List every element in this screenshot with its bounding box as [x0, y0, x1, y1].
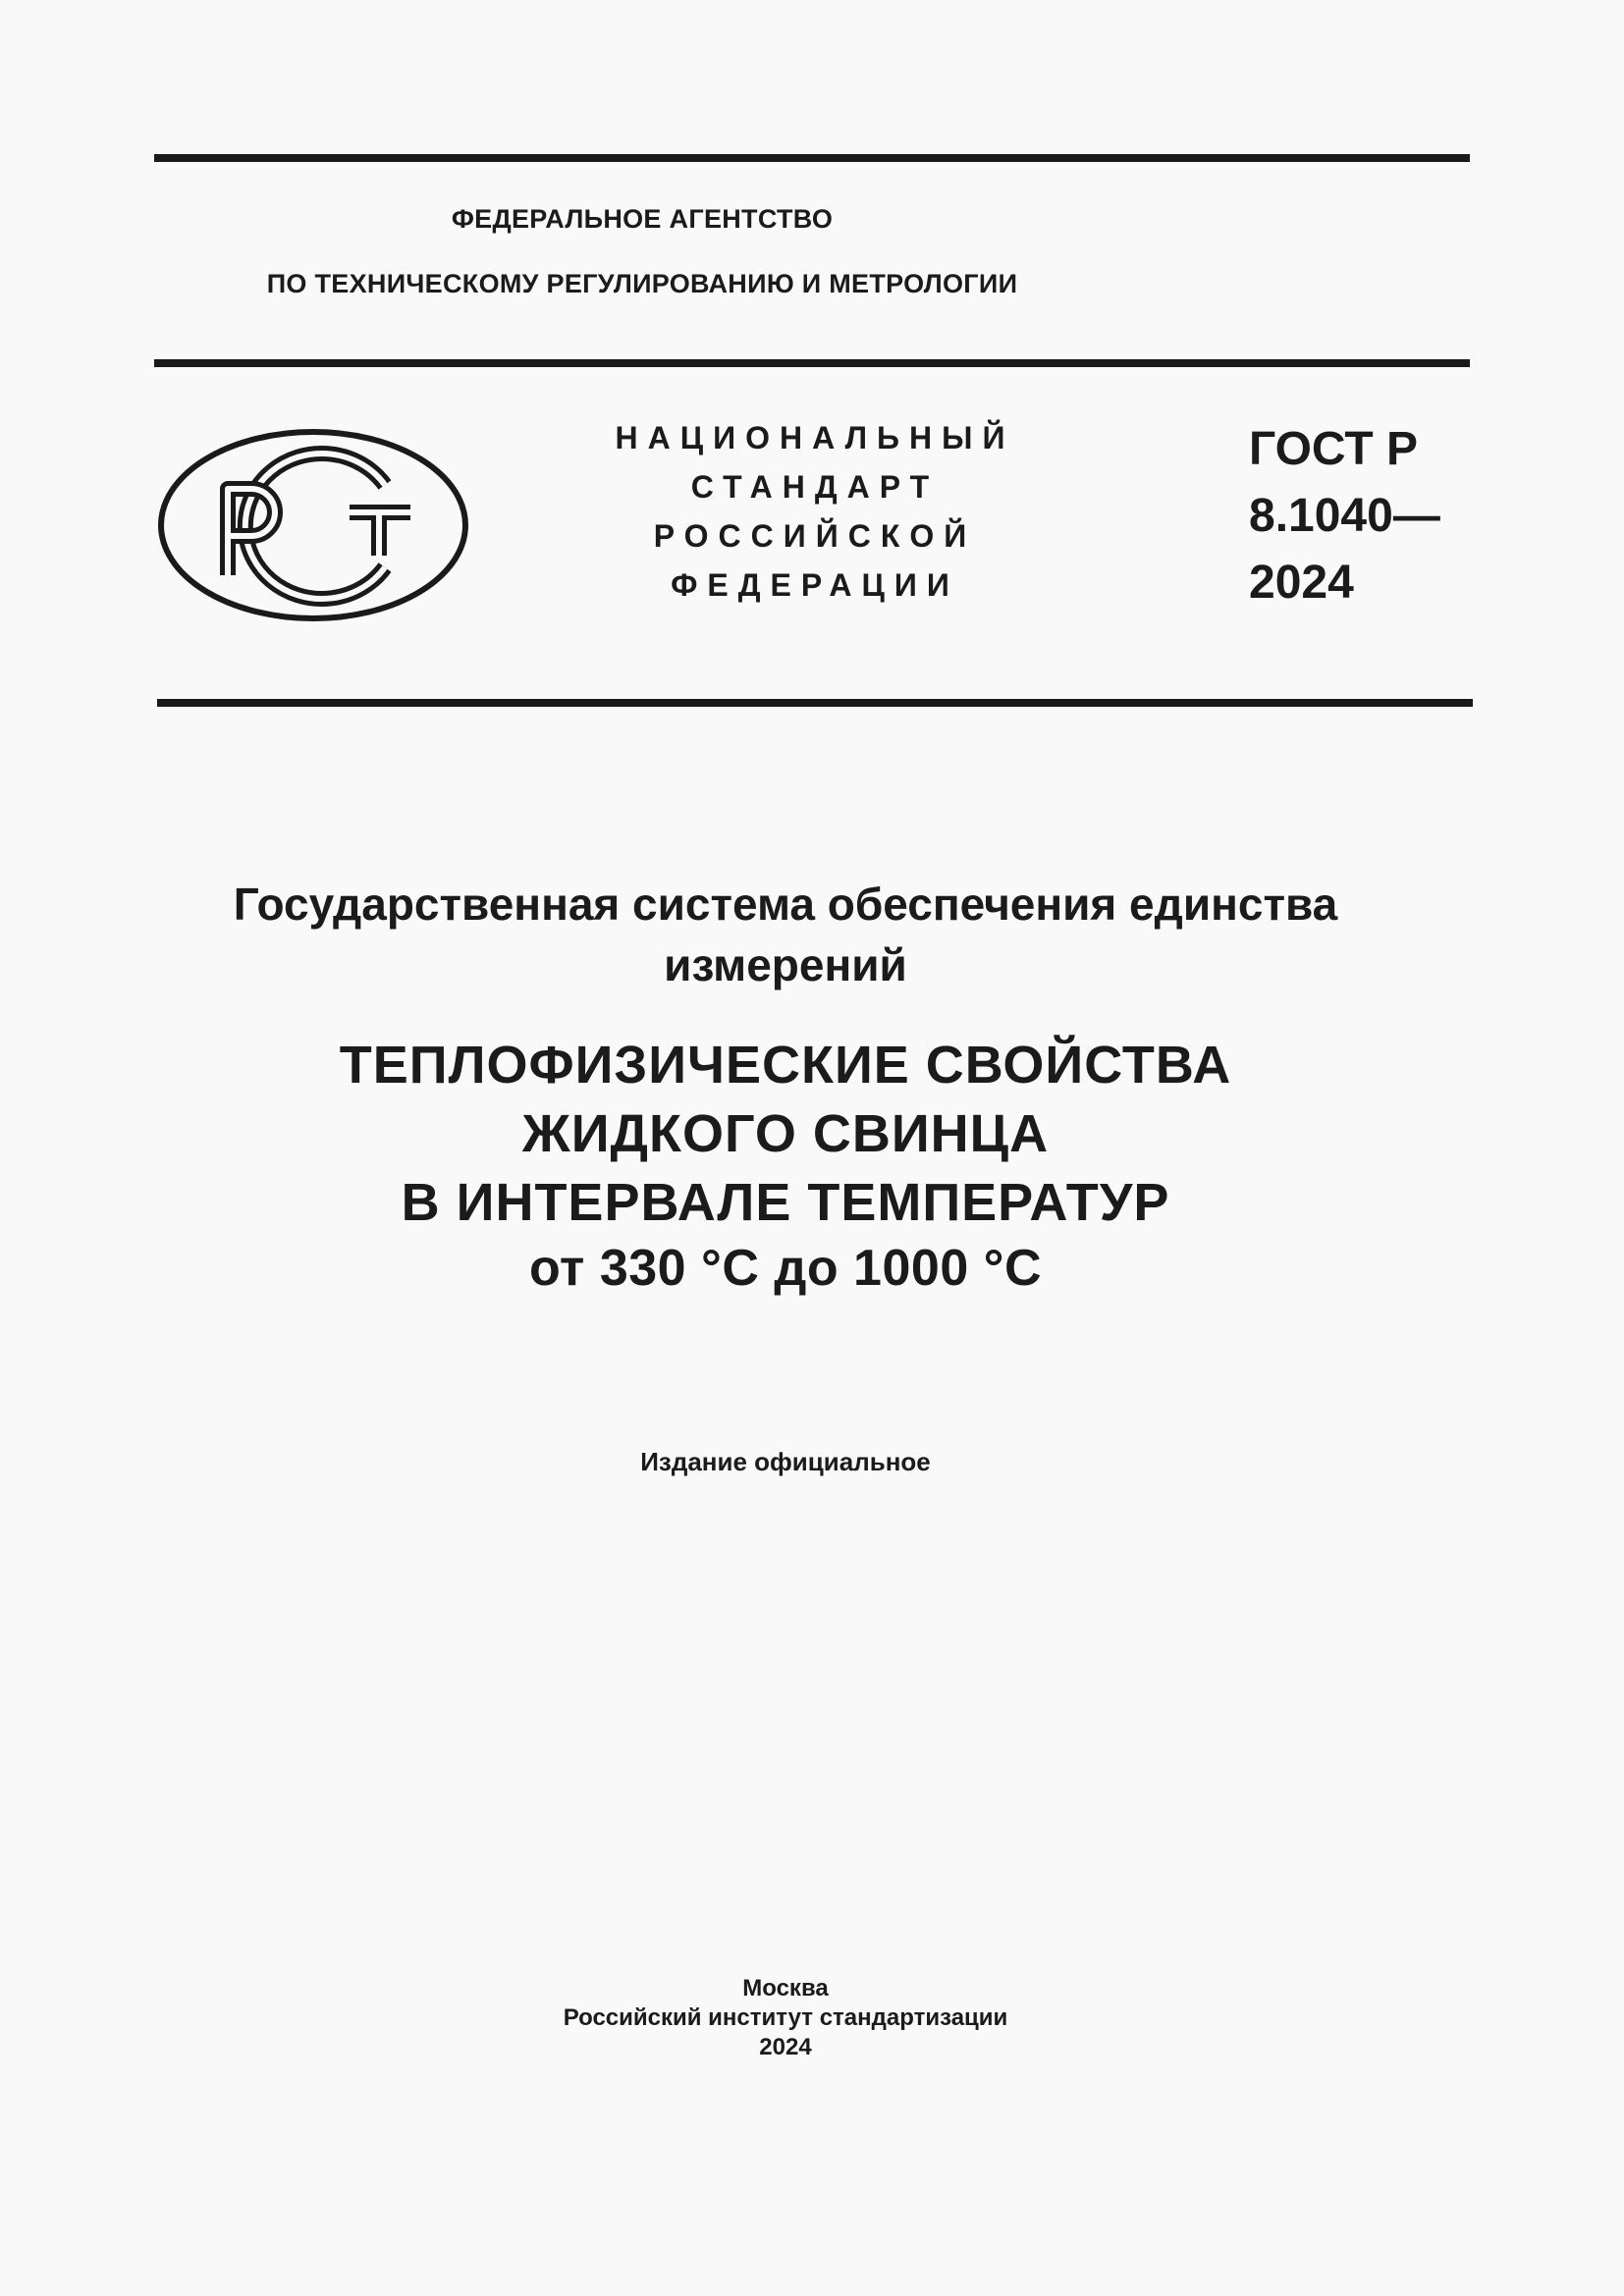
top-rule — [154, 154, 1470, 162]
national-standard-line-2: СТАНДАРТ — [690, 469, 940, 505]
subtitle-line-2: измерений — [664, 939, 907, 990]
national-standard-line-1: НАЦИОНАЛЬНЫЙ — [615, 420, 1015, 455]
header-bottom-rule — [157, 699, 1473, 707]
national-standard-line-3: РОССИЙСКОЙ — [653, 518, 977, 554]
imprint-publisher: Российский институт стандартизации — [563, 2004, 1008, 2031]
document-title-line-1: ТЕПЛОФИЗИЧЕСКИЕ СВОЙСТВА — [339, 1036, 1232, 1095]
document-title-line-2: ЖИДКОГО СВИНЦА — [521, 1104, 1050, 1163]
header-divider-rule — [154, 359, 1470, 367]
imprint-year: 2024 — [759, 2034, 812, 2060]
imprint-city: Москва — [742, 1975, 829, 2002]
standard-number-line-1: ГОСТ Р — [1249, 423, 1419, 475]
agency-name-line-2: ПО ТЕХНИЧЕСКОМУ РЕГУЛИРОВАНИЮ И МЕТРОЛОГИИ — [266, 269, 1018, 298]
subtitle-line-1: Государственная система обеспечения единства — [233, 879, 1338, 930]
agency-name-line-1: ФЕДЕРАЛЬНОЕ АГЕНТСТВО — [451, 204, 834, 234]
rst-logo-icon — [157, 428, 469, 622]
edition-label: Издание официальное — [640, 1447, 931, 1476]
document-title-line-4: от 330 °С до 1000 °С — [528, 1240, 1043, 1297]
national-standard-line-4: ФЕДЕРАЦИИ — [671, 567, 959, 603]
document-title-line-3: В ИНТЕРВАЛЕ ТЕМПЕРАТУР — [401, 1173, 1170, 1232]
standard-number-line-2: 8.1040— — [1249, 490, 1440, 542]
standard-number-line-3: 2024 — [1249, 557, 1354, 609]
